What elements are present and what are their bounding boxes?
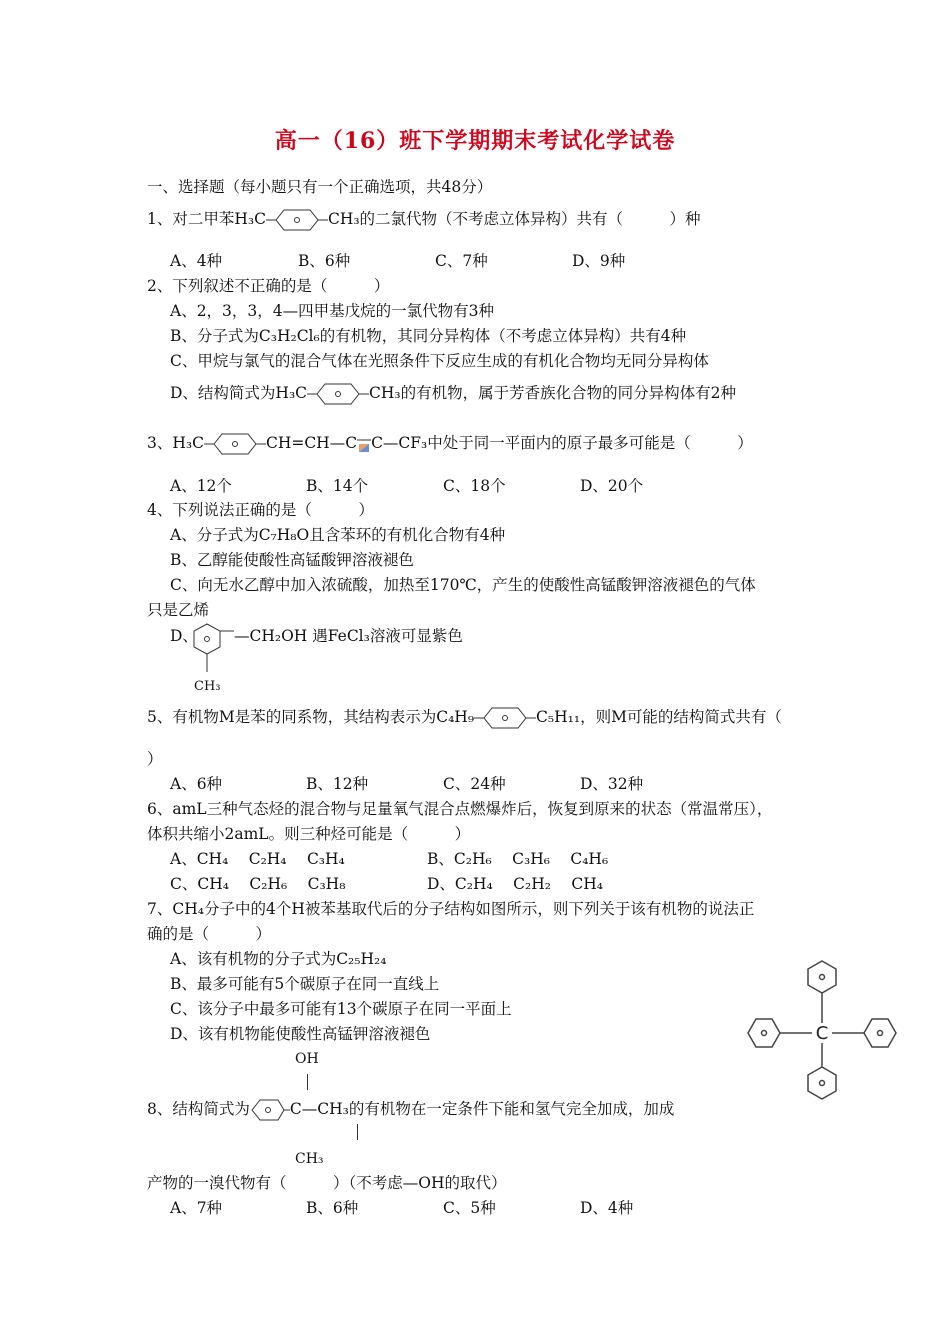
- question-5-stem: [147, 706, 782, 730]
- q4-option-d-prefix: D、: [170, 627, 198, 645]
- question-2-stem: 2、下列叙述不正确的是（ ）: [147, 277, 390, 295]
- question-7-line2: 确的是（ ）: [147, 925, 272, 943]
- q5-continuation: ）: [147, 750, 163, 768]
- benzene-ring-icon: [188, 620, 236, 676]
- question-7-line1: 7、CH₄分子中的4个H被苯基取代后的分子结构如图所示，则下列关于该有机物的说法正: [147, 900, 755, 918]
- triple-bond-icon: [357, 434, 371, 454]
- q3-option-a: A、12个: [170, 477, 232, 495]
- q1-prefix: 1、对二甲苯H₃C: [147, 210, 266, 228]
- q8-option-d: D、4种: [580, 1199, 634, 1217]
- q2-option-b: B、分子式为C₃H₂Cl₆的有机物，其同分异构体（不考虑立体异构）共有4种: [170, 327, 687, 345]
- q8-prefix: 8、结构简式为: [147, 1100, 250, 1118]
- q6-option-c: C、CH₄ C₂H₆ C₃H₈: [170, 875, 346, 893]
- q6-option-b: B、C₂H₆ C₃H₆ C₄H₆: [427, 850, 609, 868]
- q8-suffix: C—CH₃的有机物在一定条件下能和氢气完全加成，加成: [289, 1100, 675, 1118]
- center-carbon-label: C: [815, 1023, 829, 1044]
- q8-bond-up: [307, 1074, 308, 1090]
- q5-option-d: D、32种: [580, 775, 644, 793]
- tetraphenylmethane-diagram: [742, 955, 902, 1115]
- benzene-ring-icon: [307, 382, 369, 406]
- q6-option-a: A、CH₄ C₂H₄ C₃H₄: [170, 850, 345, 868]
- q3-middle2: C—CF₃中处于同一平面内的原子最多可能是（ ）: [371, 434, 753, 452]
- q5-option-c: C、24种: [443, 775, 506, 793]
- q7-option-d: D、该有机物能使酸性高锰钾溶液褪色: [170, 1025, 431, 1043]
- q8-ch3-label: CH₃: [295, 1151, 324, 1167]
- q4-option-d-suffix: —CH₂OH 遇FeCl₃溶液可显紫色: [234, 627, 463, 645]
- q4-option-c-line2: 只是乙烯: [147, 601, 210, 619]
- section-heading: 一、选择题（每小题只有一个正确选项，共48分）: [147, 178, 493, 196]
- q2-option-c: C、甲烷与氯气的混合气体在光照条件下反应生成的有机化合物均无同分异构体: [170, 352, 709, 370]
- q4-option-a: A、分子式为C₇H₈O且含苯环的有机化合物有4种: [170, 526, 506, 544]
- benzene-ring-icon: [204, 432, 266, 456]
- q5-suffix: C₅H₁₁，则M可能的结构简式共有（: [536, 708, 782, 726]
- q8-option-c: C、5种: [443, 1199, 496, 1217]
- q5-prefix: 5、有机物M是苯的同系物，其结构表示为C₄H₉: [147, 708, 475, 726]
- question-8-line2: 产物的一溴代物有（ ）（不考虑—OH的取代）: [147, 1174, 507, 1192]
- question-8-stem: [147, 1098, 674, 1122]
- q1-suffix: CH₃的二氯代物（不考虑立体异构）共有（ ）种: [327, 210, 701, 228]
- q8-bond-down: [357, 1124, 358, 1140]
- q4-option-c-line1: C、向无水乙醇中加入浓硫酸，加热至170℃，产生的使酸性高锰酸钾溶液褪色的气体: [170, 576, 756, 594]
- q3-option-c: C、18个: [443, 477, 506, 495]
- q8-option-a: A、7种: [170, 1199, 223, 1217]
- q1-option-b: B、6种: [298, 252, 351, 270]
- benzene-ring-icon: [474, 706, 536, 730]
- q8-option-b: B、6种: [306, 1199, 359, 1217]
- q8-oh-label: OH: [295, 1051, 319, 1067]
- q3-middle: CH=CH—C: [265, 434, 358, 452]
- q7-option-a: A、该有机物的分子式为C₂₅H₂₄: [170, 950, 387, 968]
- q2-option-a: A、2，3，3，4—四甲基戊烷的一氯代物有3种: [170, 302, 495, 320]
- q1-option-c: C、7种: [435, 252, 488, 270]
- q3-option-b: B、14个: [306, 477, 369, 495]
- question-6-line2: 体积共缩小2amL。则三种烃可能是（ ）: [147, 825, 471, 843]
- q7-option-b: B、最多可能有5个碳原子在同一直线上: [170, 975, 440, 993]
- q2-d-suffix: CH₃的有机物，属于芳香族化合物的同分异构体有2种: [369, 384, 736, 402]
- q7-option-c: C、该分子中最多可能有13个碳原子在同一平面上: [170, 1000, 512, 1018]
- benzene-ring-icon: [250, 1098, 290, 1122]
- q1-option-a: A、4种: [170, 252, 223, 270]
- q4-option-b: B、乙醇能使酸性高锰酸钾溶液褪色: [170, 551, 414, 569]
- q3-option-d: D、20个: [580, 477, 644, 495]
- q4-option-d-ch3: CH₃: [194, 679, 221, 694]
- benzene-ring-icon: [266, 208, 328, 232]
- question-3-stem: [147, 432, 753, 456]
- question-4-stem: 4、下列说法正确的是（ ）: [147, 501, 374, 519]
- page-title: 高一（16）班下学期期末考试化学试卷: [274, 128, 676, 154]
- q6-option-d: D、C₂H₄ C₂H₂ CH₄: [427, 875, 603, 893]
- question-6-line1: 6、amL三种气态烃的混合物与足量氧气混合点燃爆炸后，恢复到原来的状态（常温常压），: [147, 800, 773, 818]
- q1-option-d: D、9种: [572, 252, 626, 270]
- q2-option-d: [170, 382, 736, 406]
- q2-d-prefix: D、结构简式为H₃C: [170, 384, 308, 402]
- q5-option-b: B、12种: [306, 775, 369, 793]
- question-1-stem: [147, 208, 701, 232]
- q3-prefix: 3、H₃C: [147, 434, 204, 452]
- q5-option-a: A、6种: [170, 775, 223, 793]
